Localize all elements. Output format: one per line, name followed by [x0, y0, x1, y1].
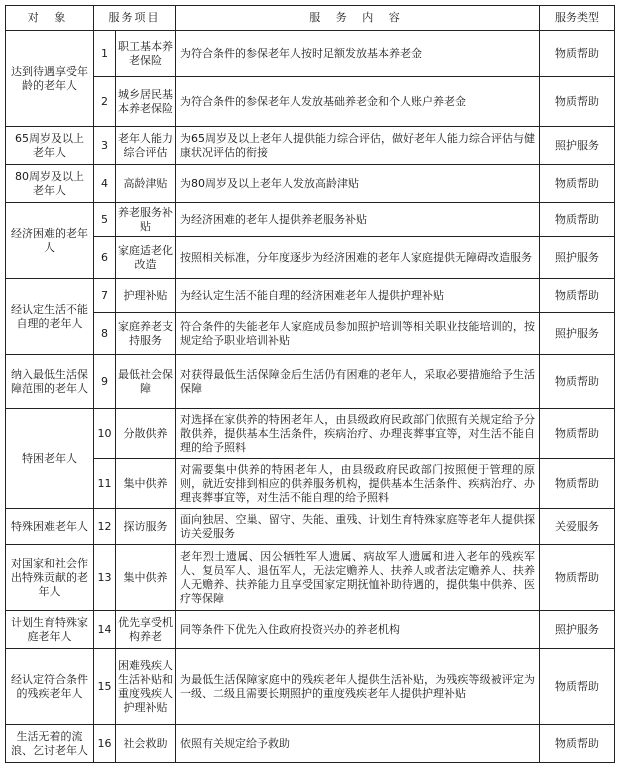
table-row — [6, 127, 615, 165]
target-cell: 经济困难的老年人 — [6, 203, 94, 279]
target-cell: 纳入最低生活保障范围的老年人 — [6, 355, 94, 409]
service-item: 家庭适老化改造 — [116, 237, 176, 279]
service-content: 符合条件的失能老年人家庭成员参加照护培训等相关职业技能培训的，按规定给予职业培训补贴 — [176, 313, 540, 355]
target-cell: 特困老年人 — [6, 409, 94, 509]
service-type: 物质帮助 — [540, 725, 615, 763]
table-row — [6, 31, 615, 77]
service-type: 物质帮助 — [540, 203, 615, 237]
row-number: 5 — [94, 203, 116, 237]
service-content: 为最低生活保障家庭中的残疾老年人提供生活补贴，为残疾等级被评定为一级、二级且需要长期照护的重度残疾老年人提供护理补贴 — [176, 649, 540, 725]
service-type: 物质帮助 — [540, 649, 615, 725]
service-content: 同等条件下优先入住政府投资兴办的养老机构 — [176, 611, 540, 649]
service-content: 为经认定生活不能自理的经济困难老年人提供护理补贴 — [176, 279, 540, 313]
header-type: 服务类型 — [540, 6, 615, 31]
service-type: 物质帮助 — [540, 355, 615, 409]
service-item: 最低社会保障 — [116, 355, 176, 409]
target-cell: 80周岁及以上老年人 — [6, 165, 94, 203]
service-content: 为符合条件的参保老年人按时足额发放基本养老金 — [176, 31, 540, 77]
row-number: 12 — [94, 509, 116, 545]
header-row — [6, 6, 615, 31]
service-content: 对获得最低生活保障金后生活仍有困难的老年人，采取必要措施给予生活保障 — [176, 355, 540, 409]
service-type: 照护服务 — [540, 237, 615, 279]
service-content: 为65周岁及以上老年人提供能力综合评估，做好老年人能力综合评估与健康状况评估的衔接 — [176, 127, 540, 165]
service-type: 照护服务 — [540, 127, 615, 165]
service-item: 集中供养 — [116, 459, 176, 509]
service-item: 高龄津贴 — [116, 165, 176, 203]
service-content: 对选择在家供养的特困老年人，由县级政府民政部门依照有关规定给予分散供养，提供基本生活条件，疾病治疗、办理丧葬事宜等，对生活不能自理的给予照料 — [176, 409, 540, 459]
service-type: 物质帮助 — [540, 77, 615, 127]
service-content: 按照相关标准，分年度逐步为经济困难的老年人家庭提供无障碍改造服务 — [176, 237, 540, 279]
service-content: 为符合条件的参保老年人发放基础养老金和个人账户养老金 — [176, 77, 540, 127]
table-row — [6, 649, 615, 725]
target-cell: 对国家和社会作出特殊贡献的老年人 — [6, 545, 94, 611]
row-number: 9 — [94, 355, 116, 409]
row-number: 7 — [94, 279, 116, 313]
service-item: 困难残疾人生活补贴和重度残疾人护理补贴 — [116, 649, 176, 725]
target-cell: 经认定符合条件的残疾老年人 — [6, 649, 94, 725]
target-cell: 65周岁及以上老年人 — [6, 127, 94, 165]
header-item: 服务项目 — [94, 6, 176, 31]
service-content: 老年烈士遗属、因公牺牲军人遗属、病故军人遗属和进入老年的残疾军人、复员军人、退伍军人，无法定赡养人、扶养人或者法定赡养人、扶养人无赡养、扶养能力且享受国家定期抚恤补助待遇的，提供集中供养、医疗等保障 — [176, 545, 540, 611]
row-number: 8 — [94, 313, 116, 355]
service-item: 养老服务补贴 — [116, 203, 176, 237]
table-row — [6, 509, 615, 545]
target-cell: 达到待遇享受年龄的老年人 — [6, 31, 94, 127]
service-content: 面向独居、空巢、留守、失能、重残、计划生育特殊家庭等老年人提供探访关爱服务 — [176, 509, 540, 545]
header-content: 服 务 内 容 — [176, 6, 540, 31]
service-content: 对需要集中供养的特困老年人，由县级政府民政部门按照便于管理的原则，就近安排到相应的供养服务机构，提供基本生活条件、疾病治疗、办理丧葬事宜等，对生活不能自理的给予照料 — [176, 459, 540, 509]
table-row — [6, 459, 615, 509]
target-cell: 特殊困难老年人 — [6, 509, 94, 545]
service-content: 为经济困难的老年人提供养老服务补贴 — [176, 203, 540, 237]
header-target: 对 象 — [6, 6, 94, 31]
service-item: 职工基本养老保险 — [116, 31, 176, 77]
table-row — [6, 409, 615, 459]
row-number: 1 — [94, 31, 116, 77]
table-row — [6, 203, 615, 237]
service-type: 物质帮助 — [540, 279, 615, 313]
service-type: 物质帮助 — [540, 409, 615, 459]
target-cell: 生活无着的流浪、乞讨老年人 — [6, 725, 94, 763]
row-number: 13 — [94, 545, 116, 611]
service-type: 照护服务 — [540, 313, 615, 355]
table-row — [6, 279, 615, 313]
service-type: 物质帮助 — [540, 545, 615, 611]
row-number: 6 — [94, 237, 116, 279]
service-item: 集中供养 — [116, 545, 176, 611]
service-item: 城乡居民基本养老保险 — [116, 77, 176, 127]
table-row — [6, 611, 615, 649]
service-item: 探访服务 — [116, 509, 176, 545]
service-item: 分散供养 — [116, 409, 176, 459]
service-type: 照护服务 — [540, 611, 615, 649]
service-type: 物质帮助 — [540, 31, 615, 77]
elderly-services-table — [5, 5, 615, 763]
service-content: 为80周岁及以上老年人发放高龄津贴 — [176, 165, 540, 203]
table-row — [6, 355, 615, 409]
table-row — [6, 77, 615, 127]
row-number: 10 — [94, 409, 116, 459]
row-number: 3 — [94, 127, 116, 165]
row-number: 4 — [94, 165, 116, 203]
service-item: 老年人能力综合评估 — [116, 127, 176, 165]
table-row — [6, 725, 615, 763]
table-row — [6, 545, 615, 611]
service-type: 关爱服务 — [540, 509, 615, 545]
service-item: 优先享受机构养老 — [116, 611, 176, 649]
row-number: 16 — [94, 725, 116, 763]
target-cell: 计划生育特殊家庭老年人 — [6, 611, 94, 649]
service-item: 护理补贴 — [116, 279, 176, 313]
service-item: 社会救助 — [116, 725, 176, 763]
table-row — [6, 237, 615, 279]
target-cell: 经认定生活不能自理的老年人 — [6, 279, 94, 355]
table-row — [6, 313, 615, 355]
service-type: 物质帮助 — [540, 165, 615, 203]
row-number: 14 — [94, 611, 116, 649]
row-number: 15 — [94, 649, 116, 725]
service-content: 依照有关规定给予救助 — [176, 725, 540, 763]
row-number: 11 — [94, 459, 116, 509]
table-row — [6, 165, 615, 203]
service-type: 物质帮助 — [540, 459, 615, 509]
row-number: 2 — [94, 77, 116, 127]
service-item: 家庭养老支持服务 — [116, 313, 176, 355]
